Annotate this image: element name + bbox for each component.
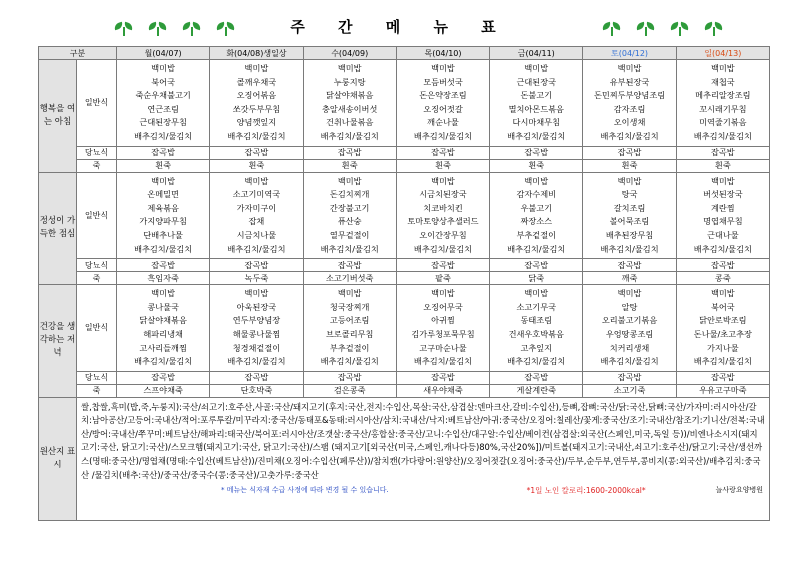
meal-type-label: 당뇨식 xyxy=(77,146,117,159)
menu-item: 열무겉절이 xyxy=(329,229,370,240)
menu-item: 오이간장무침 xyxy=(419,229,467,240)
menu-cell xyxy=(490,172,583,259)
menu-item: 배추김치/물김치 xyxy=(507,243,566,254)
menu-item: 잡곡밥 xyxy=(490,371,583,384)
menu-item: 고추잎지 xyxy=(520,342,553,353)
menu-item: 배추김치/물김치 xyxy=(227,130,286,141)
header-day-sunday: 일(04/13) xyxy=(676,47,769,60)
porridge-row xyxy=(39,384,770,397)
menu-item: 배추김치/물김치 xyxy=(413,130,473,141)
origin-label: 원산지 표시 xyxy=(39,397,77,520)
menu-item: 잡곡밥 xyxy=(583,371,676,384)
menu-item: 부추겉절이 xyxy=(516,229,557,240)
menu-item: 계란찜 xyxy=(710,202,735,213)
menu-cell xyxy=(583,172,676,259)
menu-item: 검은콩죽 xyxy=(303,384,396,397)
menu-item: 돈불고기 xyxy=(520,90,553,101)
menu-item: 우유고구마죽 xyxy=(676,384,769,397)
menu-item: 백미밥 xyxy=(337,288,362,299)
menu-cell xyxy=(676,172,769,259)
title-bar xyxy=(0,10,800,46)
menu-item: 백미밥 xyxy=(617,63,642,73)
menu-item: 북어국 xyxy=(151,76,175,87)
menu-item: 배추김치/물김치 xyxy=(320,130,379,141)
meal-type-label: 일반식 xyxy=(77,285,117,372)
menu-item: 시금치나물 xyxy=(236,229,277,240)
menu-item: 콩나물국 xyxy=(147,301,179,312)
menu-cell xyxy=(676,60,769,147)
menu-item: 배추김치/물김치 xyxy=(507,130,566,141)
header-day: 월(04/07) xyxy=(117,47,210,60)
page-title: 주 간 메 뉴 표 xyxy=(290,18,510,36)
diabetic-row xyxy=(39,146,770,159)
menu-item: 잡곡밥 xyxy=(676,146,769,159)
menu-item: 흰죽 xyxy=(117,159,210,172)
menu-cell xyxy=(583,60,676,147)
menu-item: 우엉땅콩조림 xyxy=(605,328,654,339)
menu-item: 백미밥 xyxy=(431,175,455,186)
sprout-icon xyxy=(668,20,692,38)
menu-item: 잡곡밥 xyxy=(396,146,489,159)
menu-item: 백미밥 xyxy=(151,175,175,186)
menu-item: 백미밥 xyxy=(151,63,175,73)
menu-item: 가지양파무침 xyxy=(139,216,187,227)
menu-item: 버섯된장국 xyxy=(703,189,743,200)
menu-cell xyxy=(210,60,303,147)
menu-item: 볼어묵조림 xyxy=(609,216,650,227)
header-day: 목(04/10) xyxy=(396,47,489,60)
origin-text: 쌀,찹쌀,흑미(밥,죽,누룽지):국산/쇠고기:호주산,사골:국산/돼지고기(후지:국산,전지:수입산,목살:국산,삼겹살:덴마크산,갈비:수입산),등뼈,잡뼈:국산/닭:국산,닭뼈:국산/가자미:러시아산/갈치:남아공산/고등어:국내산/적어:포루투칼/미꾸라지:중국산/동태포&동태:러시아산/삼치:국내산/낙지:베트남산/아귀:중국산/오징어:칠레산/꽃게:중국산/조기:국내산/참조기:기니산/전복:국내산/방어:국내산/쭈꾸미:베트남산/해파리:태국산/북어포:러시아산/조갯살:중국산/홍합살:중국산/고니:수입산/대구알:수입산/베이컨(삼겹살:외국산(스페인,미국,독일 등))/비엔나소시지(돼지고기:국산, 닭고기:국산)/스모크햄(돼지고기:국산, 닭고기:국산)/스팸 (돼지고기[외국산(미국,스페인,캐나다등)80%,국산20%])/미트볼(돼지고기:국내산,쇠고기:호주산)/닭고기:국산/생선까스(명태:중국산)/명엽채(명태:수입산(베트남산))/진미채(오징어:수입산(페루산))/참치캔(가다랑어:원양산)/오징어젓갈(오징어:중국산)/두부,순두부,연두부,콩비지(콩:외국산)/배추김치:중국산 /물김치(배추:국산)/중국산/중국수(콩:중국산)/고춧가루:중국산 xyxy=(81,401,765,480)
header-day-saturday: 토(04/12) xyxy=(583,47,676,60)
menu-item: 죽순우채불고기 xyxy=(135,90,191,101)
menu-item: 단배추나물 xyxy=(143,229,183,240)
main-meal-row xyxy=(39,285,770,372)
menu-item: 배추김치/물김치 xyxy=(413,356,473,367)
menu-cell xyxy=(490,60,583,147)
menu-item: 고등어조림 xyxy=(329,315,370,326)
meal-section-label: 정성이 가득한 점심 xyxy=(39,172,77,285)
menu-item: 돈나물/초고추장 xyxy=(693,328,752,339)
menu-item: 감자수제비 xyxy=(516,189,557,200)
menu-cell xyxy=(396,60,489,147)
menu-item: 백미밥 xyxy=(524,175,549,186)
main-meal-row xyxy=(39,172,770,259)
weekly-menu-table xyxy=(38,46,770,521)
menu-item: 브로콜리무침 xyxy=(325,328,374,339)
menu-item: 돈김치찌개 xyxy=(329,189,370,200)
menu-item: 백미밥 xyxy=(244,288,269,299)
menu-item: 건취나물볶음 xyxy=(325,117,374,128)
meal-section-label: 행복을 여는 아침 xyxy=(39,60,77,173)
menu-item: 흰죽 xyxy=(396,159,489,172)
menu-item: 흑임자죽 xyxy=(117,272,210,285)
menu-item: 배추김치/물김치 xyxy=(320,243,379,254)
menu-item: 백미밥 xyxy=(244,63,269,73)
menu-item: 배추김치/물김치 xyxy=(134,130,193,141)
menu-item: 쏘갓두부무침 xyxy=(232,103,281,114)
menu-cell xyxy=(303,285,396,372)
menu-item: 퓨산숭 xyxy=(337,216,362,227)
porridge-row xyxy=(39,159,770,172)
menu-item: 가지나물 xyxy=(707,342,739,353)
meal-type-label: 일반식 xyxy=(77,172,117,259)
menu-item: 돈은약장조림 xyxy=(419,90,467,101)
meal-type-label: 죽 xyxy=(77,384,117,397)
menu-item: 배추김치/물김치 xyxy=(507,356,566,367)
menu-item: 재첩국 xyxy=(710,76,735,87)
menu-item: 깨죽 xyxy=(583,272,676,285)
menu-item: 백미밥 xyxy=(710,288,735,299)
menu-item: 팥죽 xyxy=(396,272,489,285)
menu-item: 소고기죽 xyxy=(583,384,676,397)
menu-item: 닭살야채볶음 xyxy=(325,90,374,101)
menu-item: 감자조림 xyxy=(613,103,646,114)
menu-item: 잡곡밥 xyxy=(490,146,583,159)
menu-item: 고구마순나물 xyxy=(419,342,467,353)
menu-item: 해파리냉채 xyxy=(143,328,183,339)
meal-type-label: 죽 xyxy=(77,272,117,285)
menu-item: 배추김치/물김치 xyxy=(134,243,193,254)
menu-item: 배추김치/물김치 xyxy=(693,130,752,141)
menu-item: 김가루청포묵무침 xyxy=(411,328,475,339)
menu-item: 미역줄기볶음 xyxy=(699,117,747,128)
porridge-row xyxy=(39,272,770,285)
menu-item: 백미밥 xyxy=(524,288,549,299)
menu-item: 잡곡밥 xyxy=(396,259,489,272)
menu-cell xyxy=(117,285,210,372)
menu-item: 오리불고기볶음 xyxy=(601,315,658,326)
menu-item: 온메밀면 xyxy=(147,189,179,200)
menu-item: 소고기버섯죽 xyxy=(303,272,396,285)
meal-type-label: 당뇨식 xyxy=(77,259,117,272)
menu-item: 잡곡밥 xyxy=(303,146,396,159)
sprout-decoration-right xyxy=(600,20,726,38)
menu-item: 백미밥 xyxy=(710,175,735,186)
menu-item: 잡곡밥 xyxy=(117,146,210,159)
menu-item: 잡곡밥 xyxy=(490,259,583,272)
menu-item: 잡곡밥 xyxy=(396,371,489,384)
menu-item: 흰죽 xyxy=(303,159,396,172)
menu-item: 메추리알장조림 xyxy=(695,90,751,101)
menu-item: 제육볶음 xyxy=(147,202,179,213)
menu-item: 흰죽 xyxy=(676,159,769,172)
menu-change-notice: * 메뉴는 식자재 수급 사정에 따라 변경 될 수 있습니다. xyxy=(221,486,389,495)
menu-item: 치코바치킨 xyxy=(423,202,463,213)
menu-item: 백미밥 xyxy=(244,175,269,186)
menu-cell xyxy=(583,285,676,372)
menu-item: 스프야채죽 xyxy=(117,384,210,397)
menu-item: 잡곡밥 xyxy=(210,371,303,384)
menu-item: 오징어젓갈 xyxy=(423,103,463,114)
menu-item: 양념깻잎지 xyxy=(236,117,277,128)
menu-cell xyxy=(490,285,583,372)
menu-item: 배추김치/물김치 xyxy=(320,356,379,367)
menu-item: 동태조림 xyxy=(520,315,553,326)
sprout-icon xyxy=(600,20,624,38)
menu-cell xyxy=(117,172,210,259)
menu-item: 간장불고기 xyxy=(329,202,370,213)
header-row xyxy=(39,47,770,60)
menu-item: 배추된장무침 xyxy=(605,229,654,240)
menu-item: 토마토양상추샐러드 xyxy=(407,216,479,227)
menu-cell xyxy=(396,172,489,259)
menu-item: 탕국 xyxy=(621,189,638,200)
menu-item: 새우야채죽 xyxy=(396,384,489,397)
menu-cell xyxy=(303,60,396,147)
menu-cell xyxy=(210,285,303,372)
menu-item: 명엽채무침 xyxy=(703,216,743,227)
menu-item: 갈치조림 xyxy=(613,202,646,213)
menu-item: 백미밥 xyxy=(431,63,455,73)
menu-cell xyxy=(210,172,303,259)
menu-item: 게살계란죽 xyxy=(490,384,583,397)
menu-item: 잡채 xyxy=(248,216,265,227)
menu-cell xyxy=(676,285,769,372)
menu-item: 모듬버섯국 xyxy=(423,76,463,87)
menu-item: 배추김치/물김치 xyxy=(227,243,286,254)
menu-item: 깨순나물 xyxy=(427,117,459,128)
sprout-icon xyxy=(702,20,726,38)
menu-item: 치커리생채 xyxy=(609,342,650,353)
footer xyxy=(81,484,765,498)
menu-item: 아귀찜 xyxy=(431,315,455,326)
menu-item: 흰죽 xyxy=(490,159,583,172)
menu-item: 잡곡밥 xyxy=(583,146,676,159)
diabetic-row xyxy=(39,371,770,384)
header-category: 구분 xyxy=(39,47,117,60)
menu-item: 백미밥 xyxy=(151,288,175,299)
menu-item: 배추김치/물김치 xyxy=(413,243,473,254)
menu-item: 배추김치/물김치 xyxy=(693,356,752,367)
menu-item: 돈민찌두부양념조림 xyxy=(593,90,666,101)
menu-item: 꼬시래기무침 xyxy=(699,103,747,114)
menu-item: 청경채겉절이 xyxy=(232,342,281,353)
menu-item: 잡곡밥 xyxy=(117,259,210,272)
meal-type-label: 죽 xyxy=(77,159,117,172)
menu-item: 멸치아몬드볶음 xyxy=(508,103,564,114)
origin-row xyxy=(39,397,770,520)
menu-item: 오징어무국 xyxy=(423,301,463,312)
meal-type-label: 일반식 xyxy=(77,60,117,147)
menu-item: 잡곡밥 xyxy=(583,259,676,272)
meal-section-label: 건강을 생각하는 저녁 xyxy=(39,285,77,398)
menu-item: 청국장찌개 xyxy=(329,301,370,312)
menu-item: 배추김치/물김치 xyxy=(600,130,659,141)
menu-item: 잡곡밥 xyxy=(303,259,396,272)
menu-item: 닭죽 xyxy=(490,272,583,285)
menu-item: 우불고기 xyxy=(520,202,553,213)
menu-cell xyxy=(303,172,396,259)
menu-item: 고사리들깨찜 xyxy=(139,342,187,353)
menu-item: 근대나물 xyxy=(707,229,739,240)
menu-cell xyxy=(396,285,489,372)
menu-item: 잡곡밥 xyxy=(303,371,396,384)
menu-item: 해물콩나물찜 xyxy=(232,328,281,339)
header-day: 화(04/08)생일상 xyxy=(210,47,303,60)
menu-item: 백미밥 xyxy=(524,63,549,73)
menu-item: 콩죽 xyxy=(676,272,769,285)
menu-item: 배추김치/물김치 xyxy=(600,243,659,254)
menu-item: 알탕 xyxy=(621,301,638,312)
menu-item: 잡곡밥 xyxy=(210,146,303,159)
menu-item: 북어국 xyxy=(710,301,735,312)
menu-item: 백미밥 xyxy=(617,175,642,186)
origin-cell xyxy=(77,397,770,520)
menu-item: 시금치된장국 xyxy=(419,189,467,200)
menu-item: 근대된장국 xyxy=(516,76,557,87)
menu-cell xyxy=(117,60,210,147)
institution-name: 늘사랑요양병원 xyxy=(715,486,763,495)
menu-item: 흰죽 xyxy=(210,159,303,172)
menu-item: 배추김치/물김치 xyxy=(693,243,752,254)
menu-item: 아욱된장국 xyxy=(236,301,277,312)
menu-item: 충알새송이버섯 xyxy=(322,103,378,114)
menu-item: 배추김치/물김치 xyxy=(134,356,193,367)
menu-item: 백미밥 xyxy=(431,288,455,299)
menu-item: 닭살야채볶음 xyxy=(139,315,187,326)
menu-item: 단호박죽 xyxy=(210,384,303,397)
menu-item: 잡곡밥 xyxy=(676,259,769,272)
menu-item: 근대된장무침 xyxy=(139,117,187,128)
menu-item: 잡곡밥 xyxy=(210,259,303,272)
menu-item: 백미밥 xyxy=(337,175,362,186)
menu-item: 소고기미역국 xyxy=(232,189,281,200)
menu-item: 배추김치/물김치 xyxy=(600,356,659,367)
menu-item: 콜깨우채국 xyxy=(236,76,277,87)
menu-item: 흰죽 xyxy=(583,159,676,172)
menu-item: 녹두죽 xyxy=(210,272,303,285)
menu-item: 오이생채 xyxy=(613,117,646,128)
menu-item: 가자미구이 xyxy=(236,202,277,213)
sprout-icon xyxy=(634,20,658,38)
menu-item: 건새우호박볶음 xyxy=(508,328,564,339)
menu-item: 잡곡밥 xyxy=(676,371,769,384)
menu-item: 백미밥 xyxy=(337,63,362,73)
menu-item: 다시마채무침 xyxy=(512,117,560,128)
main-meal-row xyxy=(39,60,770,147)
menu-item: 유부된장국 xyxy=(609,76,650,87)
calorie-note: *1일 노인 칼로리:1600-2000kcal* xyxy=(526,486,646,496)
menu-item: 백미밥 xyxy=(617,288,642,299)
menu-item: 짜장소스 xyxy=(520,216,553,227)
meal-type-label: 당뇨식 xyxy=(77,371,117,384)
menu-item: 백미밥 xyxy=(710,63,735,73)
menu-item: 배추김치/물김치 xyxy=(227,356,286,367)
menu-item: 잡곡밥 xyxy=(117,371,210,384)
menu-item: 오징어볶음 xyxy=(236,90,277,101)
menu-item: 연두부양념장 xyxy=(232,315,281,326)
menu-item: 소고기무국 xyxy=(516,301,557,312)
menu-item: 부추겉절이 xyxy=(329,342,370,353)
menu-item: 닭안로박조림 xyxy=(699,315,747,326)
header-day: 금(04/11) xyxy=(490,47,583,60)
menu-item: 누룽지탕 xyxy=(333,76,366,87)
header-day: 수(04/09) xyxy=(303,47,396,60)
diabetic-row xyxy=(39,259,770,272)
menu-item: 연근조림 xyxy=(147,103,179,114)
